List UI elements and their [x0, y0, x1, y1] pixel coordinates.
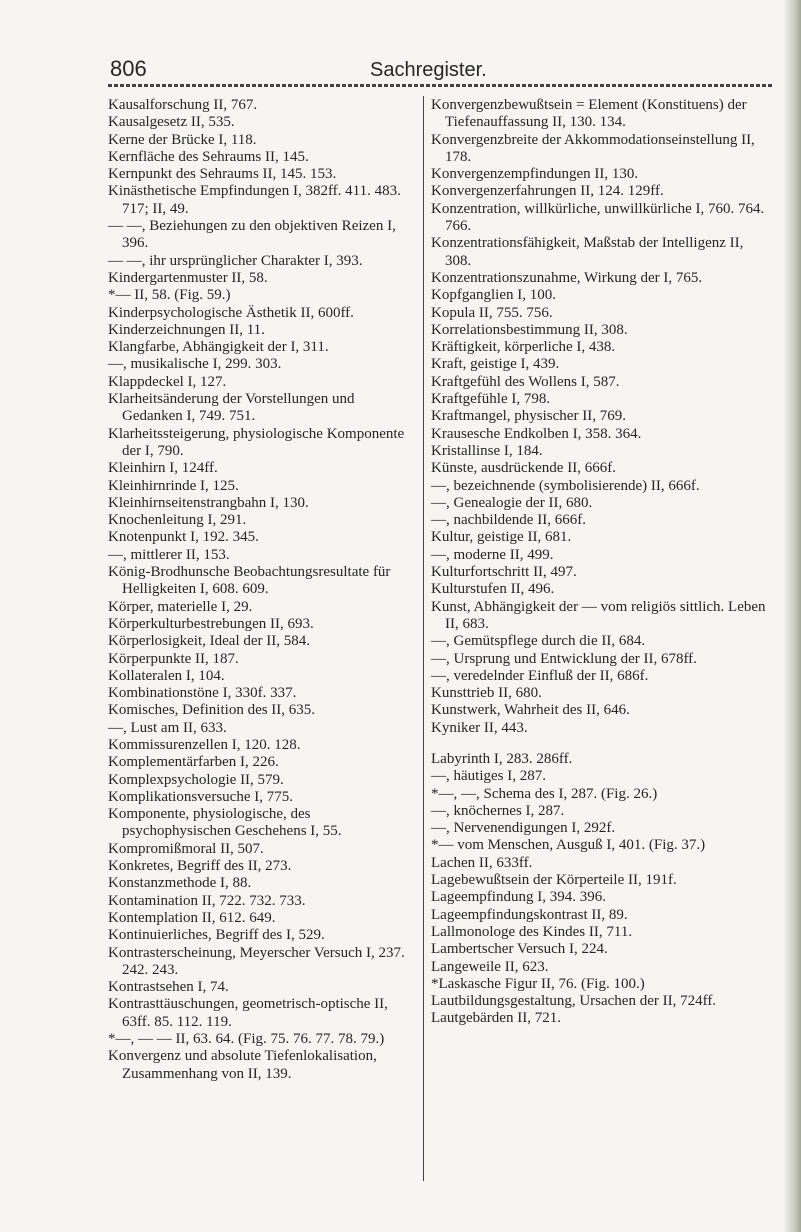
index-entry: —, häutiges I, 287. — [431, 768, 546, 785]
index-entry: Kraftgefühle I, 798. — [431, 391, 551, 408]
index-entry: Kausalforschung II, 767. — [108, 97, 258, 113]
index-entry: *—, — — II, 63. 64. (Fig. 75. 76. 77. 78. 79.) — [108, 1031, 385, 1048]
index-entry: Kontamination II, 722. 732. 733. — [108, 892, 306, 909]
index-entry: Lautgebärden II, 721. — [431, 1010, 561, 1027]
index-entry: Kraftgefühl des Wollens I, 587. — [431, 373, 620, 390]
index-entry: Kinderzeichnungen II, 11. — [108, 321, 265, 338]
index-entry: Kontrasterscheinung, Meyerscher Versuch I, 237. 242. 243. — [108, 944, 405, 978]
index-entry: Knochenleitung I, 291. — [108, 512, 247, 529]
index-entry: König-Brodhunsche Beobachtungsresultate für Helligkeiten I, 608. 609. — [108, 564, 391, 598]
index-entry: Lautbildungsgestaltung, Ursachen der II, 724ff. — [431, 993, 717, 1010]
index-entry: Kraftmangel, physischer II, 769. — [431, 408, 626, 425]
index-entry: Komponente, physiologische, des psychophysischen Geschehens I, 55. — [108, 806, 342, 840]
index-entry: Klappdeckel I, 127. — [108, 373, 227, 390]
index-entry: Lallmonologe des Kindes II, 711. — [431, 923, 633, 940]
index-entry: Komisches, Definition des II, 635. — [108, 702, 316, 719]
index-entry: *—, —, Schema des I, 287. (Fig. 26.) — [431, 785, 658, 802]
index-entry: *Laskasche Figur II, 76. (Fig. 100.) — [431, 975, 645, 992]
index-entry: Kernpunkt des Sehraums II, 145. 153. — [108, 166, 337, 183]
index-entry: Kontemplation II, 612. 649. — [108, 909, 276, 926]
index-entry: Kinderpsychologische Ästhetik II, 600ff. — [108, 304, 354, 321]
index-entry: Kommissurenzellen I, 120. 128. — [108, 736, 301, 753]
index-entry: —, Genealogie der II, 680. — [431, 494, 593, 511]
index-entry: Lageempfindung I, 394. 396. — [431, 889, 606, 906]
letter-section-gap — [431, 737, 767, 751]
index-entry: — —, Beziehungen zu den objektiven Reizen I, 396. — [108, 218, 396, 252]
index-entry: Kulturfortschritt II, 497. — [431, 564, 577, 581]
index-entry: Kleinhirnseitenstrangbahn I, 130. — [108, 494, 309, 511]
index-entry: Konkretes, Begriff des II, 273. — [108, 858, 292, 875]
index-entry: Lagebewußtsein der Körperteile II, 191f. — [431, 872, 677, 889]
index-entry: Körper, materielle I, 29. — [108, 598, 253, 615]
index-entry: Kontrasttäuschungen, geometrisch-optische II, 63ff. 85. 112. 119. — [108, 996, 388, 1030]
index-entry: Komplexpsychologie II, 579. — [108, 771, 284, 788]
index-entry: Klarheitssteigerung, physiologische Komponente der I, 790. — [108, 425, 405, 459]
running-head: Sachregister. — [370, 59, 487, 81]
index-entry: Konvergenzerfahrungen II, 124. 129ff. — [431, 183, 664, 200]
index-entry: Körperpunkte II, 187. — [108, 650, 239, 667]
index-entry: Kräftigkeit, körperliche I, 438. — [431, 339, 616, 356]
index-entry: Konvergenzbewußtsein = Element (Konstituens) der Tiefenauffassung II, 130. 134. — [431, 97, 747, 131]
index-entry: Körperkulturbestrebungen II, 693. — [108, 615, 314, 632]
page-number: 806 — [110, 56, 147, 81]
index-entry: Konzentrationsfähigkeit, Maßstab der Intelligenz II, 308. — [431, 235, 744, 269]
index-entry: Körperlosigkeit, Ideal der II, 584. — [108, 633, 311, 650]
index-entry: —, moderne II, 499. — [431, 546, 554, 563]
index-entry: —, knöchernes I, 287. — [431, 802, 565, 819]
index-entry: Kindergartenmuster II, 58. — [108, 269, 268, 286]
index-entry: Kyniker II, 443. — [431, 719, 528, 736]
index-column-left — [108, 97, 416, 1083]
index-entry: Kontrastsehen I, 74. — [108, 979, 229, 996]
index-entry: *— II, 58. (Fig. 59.) — [108, 287, 231, 304]
index-entry: Kulturstufen II, 496. — [431, 581, 555, 598]
index-entry: —, Gemütspflege durch die II, 684. — [431, 633, 646, 650]
index-entry: Kernfläche des Sehraums II, 145. — [108, 148, 309, 165]
index-entry: Künste, ausdrückende II, 666f. — [431, 460, 616, 477]
index-entry: —, mittlerer II, 153. — [108, 546, 230, 563]
index-column-right — [431, 97, 767, 1028]
index-entry: Lambertscher Versuch I, 224. — [431, 941, 608, 958]
index-entry: Kompromißmoral II, 507. — [108, 840, 264, 857]
index-entry: Kraft, geistige I, 439. — [431, 356, 560, 373]
column-divider — [423, 96, 424, 1181]
header-rule — [108, 84, 772, 87]
index-entry: Kinästhetische Empfindungen I, 382ff. 411. 483. 717; II, 49. — [108, 183, 401, 217]
index-entry: —, nachbildende II, 666f. — [431, 512, 586, 529]
index-entry: —, Ursprung und Entwicklung der II, 678ff. — [431, 650, 697, 667]
index-entry: Komplementärfarben I, 226. — [108, 754, 279, 771]
index-entry: Konzentrationszunahme, Wirkung der I, 765. — [431, 269, 703, 286]
index-entry: Kunst, Abhängigkeit der — vom religiös sittlich. Leben II, 683. — [431, 598, 766, 632]
index-entry: — —, ihr ursprünglicher Charakter I, 393. — [108, 252, 363, 269]
index-entry: Langeweile II, 623. — [431, 958, 549, 975]
index-entry: Lageempfindungskontrast II, 89. — [431, 906, 628, 923]
index-entry: Korrelationsbestimmung II, 308. — [431, 321, 628, 338]
page-edge-shadow — [783, 0, 801, 1232]
index-entry: Konvergenzbreite der Akkommodationseinstellung II, 178. — [431, 131, 755, 165]
index-entry: Labyrinth I, 283. 286ff. — [431, 750, 573, 767]
index-entry: —, Nervenendigungen I, 292f. — [431, 820, 616, 837]
index-entry: Lachen II, 633ff. — [431, 854, 533, 871]
index-entry: Kunstwerk, Wahrheit des II, 646. — [431, 702, 630, 719]
index-entry: Krausesche Endkolben I, 358. 364. — [431, 425, 642, 442]
index-entry: Konvergenz und absolute Tiefenlokalisation, Zusammenhang von II, 139. — [108, 1048, 377, 1082]
index-entry: Kleinhirnrinde I, 125. — [108, 477, 239, 494]
index-entry: Kunsttrieb II, 680. — [431, 685, 542, 702]
index-entry: Kristallinse I, 184. — [431, 442, 543, 459]
index-entry: Kausalgesetz II, 535. — [108, 114, 235, 131]
index-entry: Kleinhirn I, 124ff. — [108, 460, 218, 477]
index-entry: —, veredelnder Einfluß der II, 686f. — [431, 667, 649, 684]
index-entry: *— vom Menschen, Ausguß I, 401. (Fig. 37.) — [431, 837, 706, 854]
index-entry: Kontinuierliches, Begriff des I, 529. — [108, 927, 325, 944]
index-entry: —, Lust am II, 633. — [108, 719, 227, 736]
index-entry: Konstanzmethode I, 88. — [108, 875, 252, 892]
index-entry: Kultur, geistige II, 681. — [431, 529, 572, 546]
index-entry: Klarheitsänderung der Vorstellungen und Gedanken I, 749. 751. — [108, 391, 355, 425]
index-entry: Kollateralen I, 104. — [108, 667, 225, 684]
index-entry: Komplikationsversuche I, 775. — [108, 788, 293, 805]
index-entry: —, musikalische I, 299. 303. — [108, 356, 282, 373]
index-entry: Kopula II, 755. 756. — [431, 304, 553, 321]
index-entry: Klangfarbe, Abhängigkeit der I, 311. — [108, 339, 329, 356]
index-entry: Kopfganglien I, 100. — [431, 287, 556, 304]
index-entry: Knotenpunkt I, 192. 345. — [108, 529, 259, 546]
index-entry: Konvergenzempfindungen II, 130. — [431, 166, 639, 183]
index-entry: Kombinationstöne I, 330f. 337. — [108, 685, 297, 702]
index-entry: Konzentration, willkürliche, unwillkürliche I, 760. 764. 766. — [431, 200, 765, 235]
index-entry: —, bezeichnende (symbolisierende) II, 666f. — [431, 477, 700, 494]
index-entry: Kerne der Brücke I, 118. — [108, 131, 257, 148]
